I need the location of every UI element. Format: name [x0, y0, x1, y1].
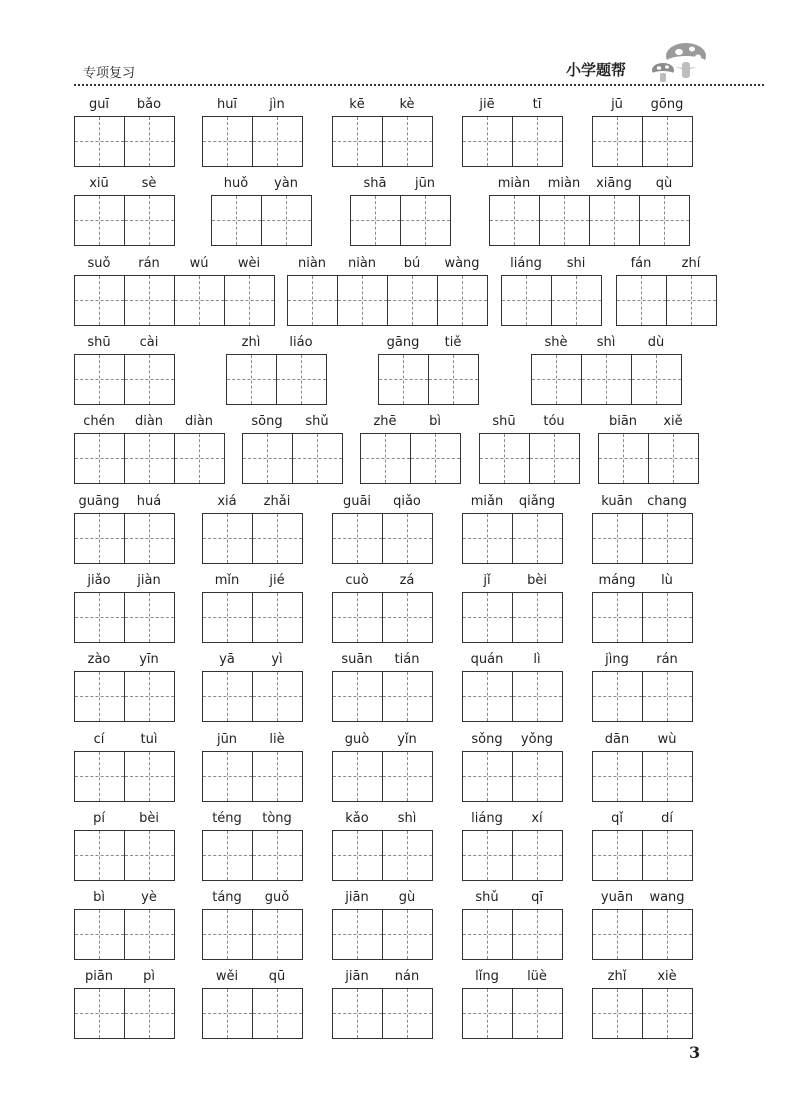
pinyin-label: bú — [403, 256, 421, 271]
pinyin-label: diàn — [184, 414, 214, 429]
pinyin-label: tī — [532, 97, 542, 112]
pinyin-label: táng — [212, 890, 242, 905]
writing-box[interactable] — [631, 354, 682, 405]
writing-box[interactable] — [226, 354, 277, 405]
pinyin-label: cài — [139, 335, 159, 350]
pinyin-label: shū — [492, 414, 516, 429]
writing-box[interactable] — [598, 433, 649, 484]
writing-box[interactable] — [501, 275, 552, 326]
writing-box[interactable] — [382, 592, 433, 643]
writing-box[interactable] — [332, 830, 383, 881]
writing-box[interactable] — [252, 513, 303, 564]
pinyin-label: jìn — [269, 97, 285, 112]
writing-box[interactable] — [252, 830, 303, 881]
writing-box[interactable] — [74, 354, 125, 405]
writing-box[interactable] — [202, 751, 253, 802]
writing-box[interactable] — [74, 592, 125, 643]
writing-box[interactable] — [74, 751, 125, 802]
writing-box[interactable] — [437, 275, 488, 326]
pinyin-label: sōng — [251, 414, 283, 429]
writing-box[interactable] — [382, 751, 433, 802]
writing-box[interactable] — [332, 988, 383, 1039]
writing-box[interactable] — [462, 751, 513, 802]
writing-box[interactable] — [252, 909, 303, 960]
writing-box[interactable] — [592, 116, 643, 167]
pinyin-label: cí — [93, 732, 105, 747]
pinyin-label: zhē — [373, 414, 397, 429]
writing-box[interactable] — [639, 195, 690, 246]
pinyin-label: liáo — [289, 335, 313, 350]
writing-box[interactable] — [616, 275, 667, 326]
pinyin-label: shì — [596, 335, 616, 350]
pinyin-label: wěi — [215, 969, 239, 984]
writing-box[interactable] — [124, 909, 175, 960]
pinyin-label: zá — [399, 573, 415, 588]
pinyin-label: niàn — [347, 256, 377, 271]
pinyin-label: guī — [88, 97, 110, 112]
pinyin-label: zhí — [681, 256, 701, 271]
writing-box[interactable] — [202, 988, 253, 1039]
pinyin-label: wù — [657, 732, 677, 747]
pinyin-label: yuān — [600, 890, 634, 905]
pinyin-label: fán — [630, 256, 652, 271]
pinyin-label: qū — [268, 969, 286, 984]
pinyin-label: guāng — [78, 494, 120, 509]
writing-box[interactable] — [252, 671, 303, 722]
pinyin-label: rán — [138, 256, 160, 271]
writing-box[interactable] — [224, 275, 275, 326]
pinyin-label: wèi — [237, 256, 261, 271]
writing-box[interactable] — [382, 988, 433, 1039]
writing-box[interactable] — [74, 433, 125, 484]
writing-box[interactable] — [592, 671, 643, 722]
writing-box[interactable] — [462, 909, 513, 960]
writing-box[interactable] — [124, 592, 175, 643]
writing-box[interactable] — [462, 830, 513, 881]
writing-box[interactable] — [462, 116, 513, 167]
writing-box[interactable] — [74, 830, 125, 881]
pinyin-label: qī — [531, 890, 543, 905]
writing-box[interactable] — [512, 671, 563, 722]
pinyin-label: chang — [647, 494, 687, 509]
writing-box[interactable] — [332, 116, 383, 167]
writing-box[interactable] — [642, 830, 693, 881]
writing-box[interactable] — [592, 513, 643, 564]
writing-box[interactable] — [382, 513, 433, 564]
pinyin-label: dù — [647, 335, 665, 350]
writing-box[interactable] — [202, 513, 253, 564]
writing-box[interactable] — [350, 195, 401, 246]
pinyin-label: cuò — [345, 573, 369, 588]
writing-box[interactable] — [332, 671, 383, 722]
pinyin-label: wú — [189, 256, 209, 271]
pinyin-label: lù — [661, 573, 673, 588]
pinyin-label: biān — [608, 414, 638, 429]
writing-box[interactable] — [74, 513, 125, 564]
writing-box[interactable] — [74, 988, 125, 1039]
writing-box[interactable] — [124, 116, 175, 167]
pinyin-label: dí — [661, 811, 673, 826]
writing-box[interactable] — [292, 433, 343, 484]
writing-box[interactable] — [642, 671, 693, 722]
pinyin-label: miàn — [547, 176, 581, 191]
pinyin-label: jū — [611, 97, 623, 112]
pinyin-label: shè — [544, 335, 568, 350]
pinyin-label: bǎo — [136, 97, 162, 112]
writing-box[interactable] — [479, 433, 530, 484]
pinyin-label: bèi — [139, 811, 159, 826]
pinyin-label: jìng — [605, 652, 629, 667]
writing-box[interactable] — [642, 513, 693, 564]
pinyin-label: jiǎo — [87, 573, 111, 588]
pinyin-label: wàng — [444, 256, 480, 271]
writing-box[interactable] — [428, 354, 479, 405]
writing-box[interactable] — [202, 909, 253, 960]
pinyin-label: xiá — [217, 494, 237, 509]
pinyin-label: jūn — [216, 732, 238, 747]
pinyin-label: quán — [470, 652, 504, 667]
pinyin-label: huī — [216, 97, 238, 112]
pinyin-label: tiě — [444, 335, 462, 350]
writing-box[interactable] — [462, 988, 513, 1039]
writing-box[interactable] — [124, 988, 175, 1039]
pinyin-label: lǐng — [475, 969, 499, 984]
pinyin-label: huǒ — [223, 176, 249, 191]
writing-box[interactable] — [124, 830, 175, 881]
pinyin-label: liáng — [510, 256, 542, 271]
section-title: 专项复习 — [83, 66, 136, 81]
writing-box[interactable] — [124, 513, 175, 564]
writing-box[interactable] — [337, 275, 388, 326]
pinyin-label: kè — [399, 97, 415, 112]
pinyin-label: guò — [344, 732, 370, 747]
pinyin-label: shā — [363, 176, 387, 191]
writing-box[interactable] — [382, 671, 433, 722]
writing-box[interactable] — [360, 433, 411, 484]
pinyin-label: guāi — [342, 494, 372, 509]
writing-box[interactable] — [410, 433, 461, 484]
writing-box[interactable] — [551, 275, 602, 326]
pinyin-label: jiàn — [137, 573, 161, 588]
pinyin-label: zào — [87, 652, 111, 667]
writing-box[interactable] — [462, 592, 513, 643]
pinyin-label: xiě — [663, 414, 683, 429]
pinyin-label: guǒ — [264, 890, 290, 905]
writing-box[interactable] — [202, 671, 253, 722]
writing-box[interactable] — [382, 909, 433, 960]
writing-box[interactable] — [74, 909, 125, 960]
writing-box[interactable] — [382, 116, 433, 167]
pinyin-label: qǐ — [611, 811, 623, 826]
pinyin-label: jiē — [479, 97, 495, 112]
writing-box[interactable] — [512, 513, 563, 564]
pinyin-label: xiū — [89, 176, 109, 191]
writing-box[interactable] — [74, 671, 125, 722]
pinyin-label: suān — [341, 652, 373, 667]
pinyin-label: qiǎo — [393, 494, 421, 509]
pinyin-label: diàn — [134, 414, 164, 429]
pinyin-label: suǒ — [87, 256, 111, 271]
writing-box[interactable] — [592, 909, 643, 960]
writing-box[interactable] — [462, 513, 513, 564]
writing-box[interactable] — [512, 751, 563, 802]
writing-box[interactable] — [211, 195, 262, 246]
pinyin-label: yīn — [139, 652, 159, 667]
writing-box[interactable] — [124, 195, 175, 246]
writing-box[interactable] — [332, 909, 383, 960]
writing-box[interactable] — [581, 354, 632, 405]
pinyin-label: pì — [143, 969, 155, 984]
writing-box[interactable] — [124, 275, 175, 326]
pinyin-label: máng — [598, 573, 636, 588]
pinyin-label: xiè — [657, 969, 677, 984]
pinyin-label: lüè — [527, 969, 547, 984]
pinyin-label: shi — [566, 256, 586, 271]
page-number: 3 — [689, 1043, 701, 1062]
writing-box[interactable] — [512, 116, 563, 167]
writing-box[interactable] — [74, 275, 125, 326]
pinyin-label: tóu — [543, 414, 565, 429]
pinyin-label: jǐ — [483, 573, 491, 588]
writing-box[interactable] — [261, 195, 312, 246]
pinyin-label: yè — [141, 890, 157, 905]
pinyin-label: xiāng — [596, 176, 632, 191]
writing-box[interactable] — [124, 354, 175, 405]
writing-box[interactable] — [512, 988, 563, 1039]
pinyin-label: piān — [84, 969, 114, 984]
pinyin-label: bèi — [527, 573, 547, 588]
pinyin-label: yǐn — [397, 732, 417, 747]
pinyin-label: pí — [93, 811, 105, 826]
writing-box[interactable] — [512, 909, 563, 960]
writing-box[interactable] — [382, 830, 433, 881]
writing-box[interactable] — [531, 354, 582, 405]
pinyin-label: liè — [269, 732, 285, 747]
pinyin-label: kǎo — [345, 811, 369, 826]
writing-box[interactable] — [642, 751, 693, 802]
pinyin-label: gōng — [650, 97, 684, 112]
pinyin-label: sǒng — [471, 732, 503, 747]
pinyin-label: kē — [349, 97, 365, 112]
pinyin-label: huá — [136, 494, 162, 509]
writing-box[interactable] — [202, 592, 253, 643]
pinyin-label: bì — [93, 890, 105, 905]
writing-box[interactable] — [589, 195, 640, 246]
pinyin-label: tuì — [140, 732, 158, 747]
pinyin-label: chén — [83, 414, 115, 429]
writing-box[interactable] — [387, 275, 438, 326]
pinyin-label: jié — [269, 573, 285, 588]
writing-box[interactable] — [74, 195, 125, 246]
writing-box[interactable] — [252, 988, 303, 1039]
pinyin-label: téng — [212, 811, 242, 826]
writing-box[interactable] — [202, 116, 253, 167]
writing-box[interactable] — [642, 988, 693, 1039]
writing-box[interactable] — [539, 195, 590, 246]
pinyin-label: yǒng — [520, 732, 554, 747]
writing-box[interactable] — [592, 592, 643, 643]
writing-box[interactable] — [124, 751, 175, 802]
pinyin-label: yā — [219, 652, 235, 667]
writing-box[interactable] — [529, 433, 580, 484]
pinyin-label: zhǎi — [263, 494, 291, 509]
pinyin-label: zhì — [241, 335, 261, 350]
pinyin-label: tián — [394, 652, 420, 667]
writing-box[interactable] — [74, 116, 125, 167]
writing-box[interactable] — [592, 751, 643, 802]
writing-box[interactable] — [512, 592, 563, 643]
pinyin-label: miǎn — [470, 494, 504, 509]
pinyin-label: shǔ — [305, 414, 329, 429]
writing-box[interactable] — [462, 671, 513, 722]
writing-box[interactable] — [489, 195, 540, 246]
pinyin-label: qù — [655, 176, 673, 191]
writing-box[interactable] — [124, 433, 175, 484]
writing-box[interactable] — [242, 433, 293, 484]
writing-box[interactable] — [332, 751, 383, 802]
pinyin-label: niàn — [297, 256, 327, 271]
pinyin-label: zhǐ — [607, 969, 627, 984]
writing-box[interactable] — [648, 433, 699, 484]
pinyin-label: bì — [429, 414, 441, 429]
writing-box[interactable] — [202, 830, 253, 881]
pinyin-label: mǐn — [214, 573, 240, 588]
writing-box[interactable] — [400, 195, 451, 246]
pinyin-label: sè — [141, 176, 157, 191]
pinyin-label: jiān — [345, 890, 369, 905]
writing-box[interactable] — [642, 592, 693, 643]
pinyin-label: nán — [394, 969, 420, 984]
pinyin-label: shǔ — [475, 890, 499, 905]
pinyin-label: jiān — [345, 969, 369, 984]
writing-box[interactable] — [276, 354, 327, 405]
writing-box[interactable] — [332, 513, 383, 564]
pinyin-label: jūn — [414, 176, 436, 191]
pinyin-label: xí — [531, 811, 543, 826]
pinyin-label: gāng — [386, 335, 420, 350]
brand-name: 小学题帮 — [566, 61, 627, 79]
writing-box[interactable] — [666, 275, 717, 326]
pinyin-label: rán — [656, 652, 678, 667]
pinyin-label: yì — [271, 652, 283, 667]
pinyin-label: wang — [649, 890, 685, 905]
writing-box[interactable] — [642, 116, 693, 167]
pinyin-label: tòng — [262, 811, 292, 826]
writing-box[interactable] — [592, 988, 643, 1039]
pinyin-label: kuān — [601, 494, 633, 509]
writing-box[interactable] — [287, 275, 338, 326]
pinyin-label: qiǎng — [518, 494, 556, 509]
pinyin-label: gù — [398, 890, 416, 905]
writing-box[interactable] — [642, 909, 693, 960]
pinyin-label: liáng — [471, 811, 503, 826]
writing-box[interactable] — [332, 592, 383, 643]
pinyin-label: yàn — [274, 176, 298, 191]
writing-box[interactable] — [124, 671, 175, 722]
pinyin-label: miàn — [497, 176, 531, 191]
writing-box[interactable] — [252, 116, 303, 167]
writing-box[interactable] — [592, 830, 643, 881]
pinyin-label: lì — [533, 652, 541, 667]
writing-box[interactable] — [174, 433, 225, 484]
pinyin-label: dān — [604, 732, 630, 747]
writing-box[interactable] — [512, 830, 563, 881]
writing-box[interactable] — [252, 592, 303, 643]
writing-box[interactable] — [174, 275, 225, 326]
pinyin-label: shì — [397, 811, 417, 826]
pinyin-label: shū — [87, 335, 111, 350]
writing-box[interactable] — [378, 354, 429, 405]
writing-box[interactable] — [252, 751, 303, 802]
